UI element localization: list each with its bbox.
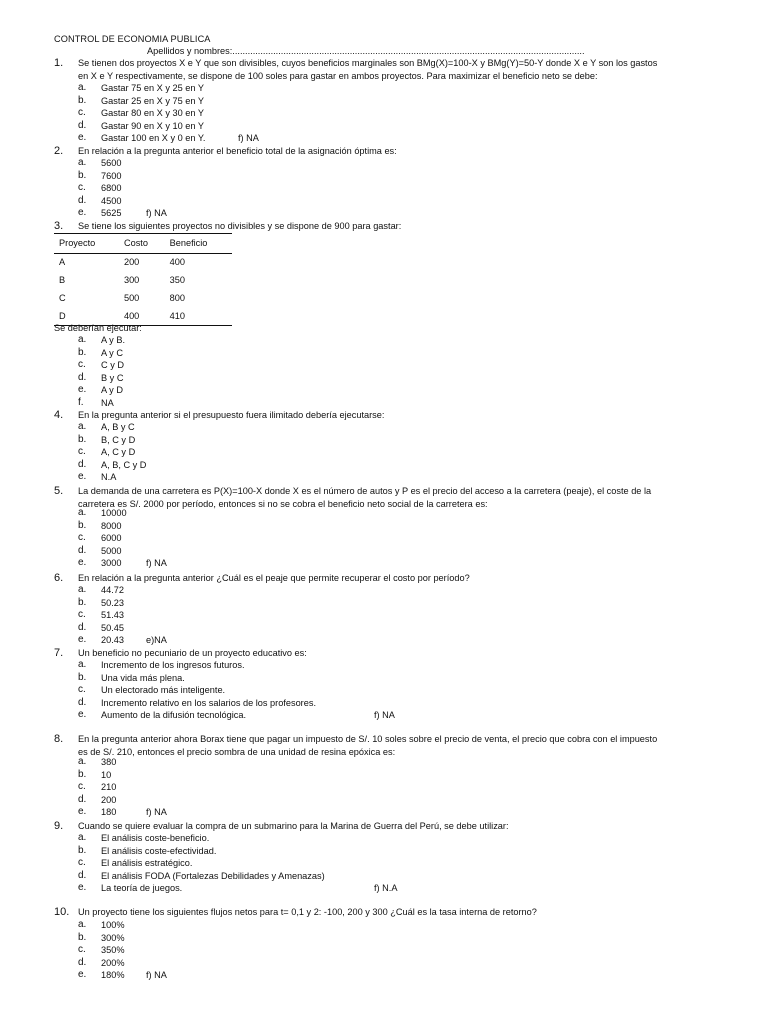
option-letter: a. [78,659,87,670]
option-text: 200% [101,957,125,968]
option-letter: e. [78,557,87,569]
option-text: Un electorado más inteligente. [101,685,226,696]
option-letter: c. [78,857,86,869]
question-8 [54,733,734,758]
option-text: Gastar 25 en X y 75 en Y [101,95,205,106]
option-text: B y C [101,372,124,383]
option-f-inline: f) NA [374,710,395,721]
option-letter: e. [78,132,87,144]
option-letter: d. [78,869,87,881]
option-text: 380 [101,757,117,767]
option-f-inline: f) NA [146,970,167,981]
question-10 [54,906,734,919]
question-number: 9. [54,820,64,832]
table-cell: 800 [169,292,185,303]
option-letter: b. [78,346,87,358]
question-number: 8. [54,733,64,745]
option-letter: e. [78,806,87,818]
option-letter: d. [78,544,87,556]
option-letter: d. [78,621,87,633]
option-letter: b. [78,844,87,856]
option-text: 6800 [101,183,122,194]
question-number: 3. [54,220,64,232]
option-text: Gastar 80 en X y 30 en Y [101,108,205,119]
option-letter: e. [78,634,87,646]
question-number: 2. [54,145,64,157]
table-cell: 410 [165,307,232,325]
table-row [54,289,232,307]
option-f-inline: f) NA [146,807,167,818]
option-f-inline: e)NA [146,635,167,646]
question-stem: En relación a la pregunta anterior el beneficio total de la asignación óptima es: [78,146,397,156]
option-text: NA [101,397,114,408]
table-cell: 500 [123,292,140,303]
option-letter: a. [78,157,87,168]
option-text: 50.45 [101,622,124,633]
option-text: A y B. [101,335,125,345]
question-6 [54,572,734,585]
option-text: 20.43 [101,635,124,646]
option-f-inline: f) NA [146,208,167,219]
option-f-inline: f) NA [146,558,167,569]
option-letter: c. [78,609,86,621]
name-field-line: Apellidos y nombres:.......................................................................................................................................... [147,46,585,56]
option-letter: a. [78,82,87,93]
option-letter: e. [78,969,87,981]
question-number: 6. [54,572,64,584]
option-text: 180% [101,970,125,981]
option-letter: a. [78,507,87,518]
question-stem: Se tienen dos proyectos X e Y que son divisibles, cuyos beneficios marginales son BMg(X)=100-X y BMg(Y)=50-Y donde X e Y son los gastos en X e Y respectivamente, se dispone de 100 soles para gastar en ambos proyectos. Para maximizar el beneficio neto se debe: [78,58,658,81]
option-text: El análisis estratégico. [101,858,193,869]
option-text: 51.43 [101,610,124,621]
table-cell: D [54,307,119,325]
question-number: 1. [54,57,64,69]
question-7 [54,647,734,660]
column-header: Beneficio [165,234,232,254]
option-text: 3000 [101,558,122,569]
table-row [54,253,232,271]
question-4 [54,409,734,422]
table-cell: 350 [169,274,185,285]
option-text: El análisis coste-efectividad. [101,845,217,856]
question-stem: Cuando se quiere evaluar la compra de un submarino para la Marina de Guerra del Perú, se debe utilizar: [78,821,509,831]
option-text: A, B, C y D [101,459,147,470]
option-text: La teoría de juegos. [101,883,183,894]
option-letter: a. [78,919,87,930]
question-1 [54,57,734,82]
question-stem: Un proyecto tiene los siguientes flujos netos para t= 0,1 y 2: -100, 200 y 300 ¿Cuál es la tasa interna de retorno? [78,907,537,917]
option-letter: c. [78,781,86,793]
option-letter: b. [78,768,87,780]
option-letter: b. [78,931,87,943]
question-3 [54,220,734,233]
option-letter: b. [78,169,87,181]
question-3-followup: Se deberían ejecutar: [54,323,142,333]
option-letter: a. [78,584,87,595]
option-letter: e. [78,882,87,894]
question-number: 7. [54,647,64,659]
projects-table [54,233,232,326]
table-row [54,271,232,289]
column-header: Costo [119,234,165,254]
option-letter: a. [78,334,87,345]
question-5 [54,485,734,510]
option-text: Aumento de la difusión tecnológica. [101,710,247,721]
option-text: 210 [101,782,117,793]
option-text: 5600 [101,158,122,168]
option-text: Gastar 90 en X y 10 en Y [101,120,205,131]
option-text: Incremento de los ingresos futuros. [101,660,245,670]
option-letter: e. [78,207,87,219]
option-letter: a. [78,832,87,843]
option-letter: c. [78,359,86,371]
option-text: 100% [101,920,125,930]
option-letter: d. [78,793,87,805]
option-text: N.A [101,472,117,483]
option-letter: d. [78,371,87,383]
option-letter: b. [78,596,87,608]
question-stem: La demanda de una carretera es P(X)=100-X donde X es el número de autos y P es el precio del acceso a la carretera (peaje), el coste de la carretera es S/. 2000 por período, entonces si no se cobra el beneficio neto social de la carretera es: [78,486,652,509]
table-header-row [54,234,232,254]
question-stem: En relación a la pregunta anterior ¿Cuál es el peaje que permite recuperar el costo por período? [78,573,470,583]
option-letter: e. [78,471,87,483]
exam-title: CONTROL DE ECONOMIA PUBLICA [54,34,211,44]
option-f-inline: f) NA [238,133,259,144]
option-text: 5625 [101,208,122,219]
option-text: Incremento relativo en los salarios de los profesores. [101,697,316,708]
option-letter: c. [78,684,86,696]
option-letter: e. [78,384,87,396]
option-text: Gastar 100 en X y 0 en Y. [101,133,206,144]
table-cell: 400 [119,307,165,325]
question-stem: Se tiene los siguientes proyectos no divisibles y se dispone de 900 para gastar: [78,221,402,231]
option-text: 10 [101,769,112,780]
option-letter: c. [78,944,86,956]
question-stem: En la pregunta anterior si el presupuesto fuera ilimitado debería ejecutarse: [78,410,385,420]
question-number: 5. [54,485,64,497]
option-letter: d. [78,956,87,968]
option-text: A y D [101,385,123,396]
option-text: B, C y D [101,434,136,445]
table-cell: A [59,257,66,268]
option-text: 5000 [101,545,122,556]
option-text: A, C y D [101,447,136,458]
option-letter: d. [78,119,87,131]
option-text: 6000 [101,533,122,544]
option-text: 300% [101,932,125,943]
option-text: Gastar 75 en X y 25 en Y [101,83,205,93]
option-letter: b. [78,94,87,106]
question-number: 4. [54,409,64,421]
option-letter: c. [78,107,86,119]
table-cell: C [59,292,66,303]
option-text: 350% [101,945,125,956]
table-cell: 400 [169,257,185,268]
question-stem: Un beneficio no pecuniario de un proyecto educativo es: [78,648,307,658]
table-cell: B [59,274,66,285]
option-text: 8000 [101,520,122,531]
option-letter: a. [78,421,87,432]
option-letter: a. [78,756,87,767]
option-letter: b. [78,671,87,683]
question-number: 10. [54,906,70,918]
option-letter: d. [78,458,87,470]
question-2 [54,145,734,158]
option-text: A y C [101,347,123,358]
column-header: Proyecto [54,234,119,254]
option-text: 7600 [101,170,122,181]
option-text: C y D [101,360,124,371]
table-cell: 300 [123,274,140,285]
option-letter: d. [78,194,87,206]
option-text: A, B y C [101,422,135,432]
option-letter: c. [78,446,86,458]
option-letter: b. [78,433,87,445]
option-f-inline: f) N.A [374,883,398,894]
option-letter: d. [78,696,87,708]
option-text: 50.23 [101,597,124,608]
option-letter: c. [78,182,86,194]
option-letter: f. [78,396,84,408]
option-text: Una vida más plena. [101,672,185,683]
option-text: 200 [101,794,117,805]
table-cell: 200 [123,257,140,268]
option-letter: e. [78,709,87,721]
option-text: 10000 [101,508,127,518]
option-text: 180 [101,807,117,818]
option-text: El análisis FODA (Fortalezas Debilidades y Amenazas) [101,870,325,881]
option-text: 4500 [101,195,122,206]
question-stem: En la pregunta anterior ahora Borax tiene que pagar un impuesto de S/. 10 soles sobre el precio de venta, el precio que cobra con el impuesto es de S/. 210, entonces el precio sombra de una unidad de resina epóxica es: [78,734,658,757]
question-9 [54,820,734,833]
option-text: 44.72 [101,585,124,595]
option-letter: b. [78,519,87,531]
option-letter: c. [78,532,86,544]
option-text: El análisis coste-beneficio. [101,833,210,843]
